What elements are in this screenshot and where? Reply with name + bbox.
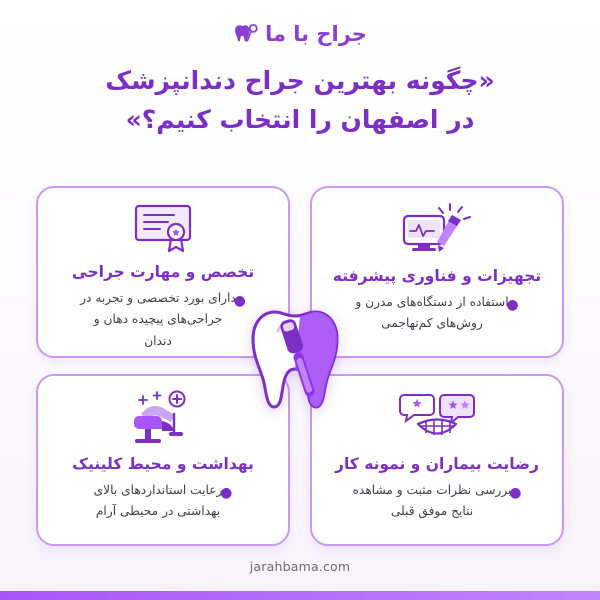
card-title: تخصص و مهارت جراحی	[71, 263, 255, 281]
card-title: رضایت بیماران و نمونه کار	[335, 455, 539, 473]
card-body-line-3: دندان	[144, 333, 172, 348]
card-body-line-1: استفاده از دستگاه‌های مدرن و	[355, 295, 509, 310]
logo-text: جراح با ما	[265, 21, 367, 46]
bullet-icon: ●	[509, 485, 522, 502]
card-body-line-2: بهداشتی در محیطی آرام	[95, 504, 221, 519]
tooth-mirror-icon	[233, 21, 259, 47]
bottom-accent-bar	[0, 591, 600, 600]
card-body-line-1: دارای بورد تخصصی و تجربه در	[80, 291, 236, 306]
card-body-line-2: جراحی‌های پیچیده دهان و	[93, 312, 223, 327]
brand-logo	[0, 14, 600, 54]
card-title: بهداشت و محیط کلینیک	[72, 455, 254, 473]
bullet-icon: ●	[220, 485, 233, 502]
card-title: تجهیزات و فناوری پیشرفته	[332, 267, 542, 285]
bullet-icon: ●	[506, 297, 519, 314]
card-body-line-2: نتایج موفق قبلی	[390, 504, 474, 519]
certificate-icon	[130, 200, 196, 258]
card-body-line-1: بررسی نظرات مثبت و مشاهده	[352, 483, 512, 498]
card-body	[80, 288, 246, 352]
review-smile-icon	[398, 388, 476, 450]
bullet-icon: ●	[233, 293, 246, 310]
page-title	[30, 62, 570, 140]
dental-chair-icon	[125, 388, 201, 450]
title-line-1: «چگونه بهترین جراح دندانپزشک	[105, 66, 495, 95]
title-line-2: در اصفهان را انتخاب کنیم؟»	[125, 104, 475, 134]
card-body	[353, 480, 522, 523]
card-body	[94, 480, 233, 523]
dental-monitor-drill-icon	[400, 200, 474, 262]
card-body	[355, 292, 518, 335]
card-body-line-1: رعایت استانداردهای بالای	[93, 483, 223, 498]
tooth-with-toothbrush-icon	[245, 300, 355, 420]
card-body-line-2: روش‌های کم‌تهاجمی	[381, 316, 483, 331]
footer-website[interactable]: jarahbama.com	[249, 559, 351, 574]
